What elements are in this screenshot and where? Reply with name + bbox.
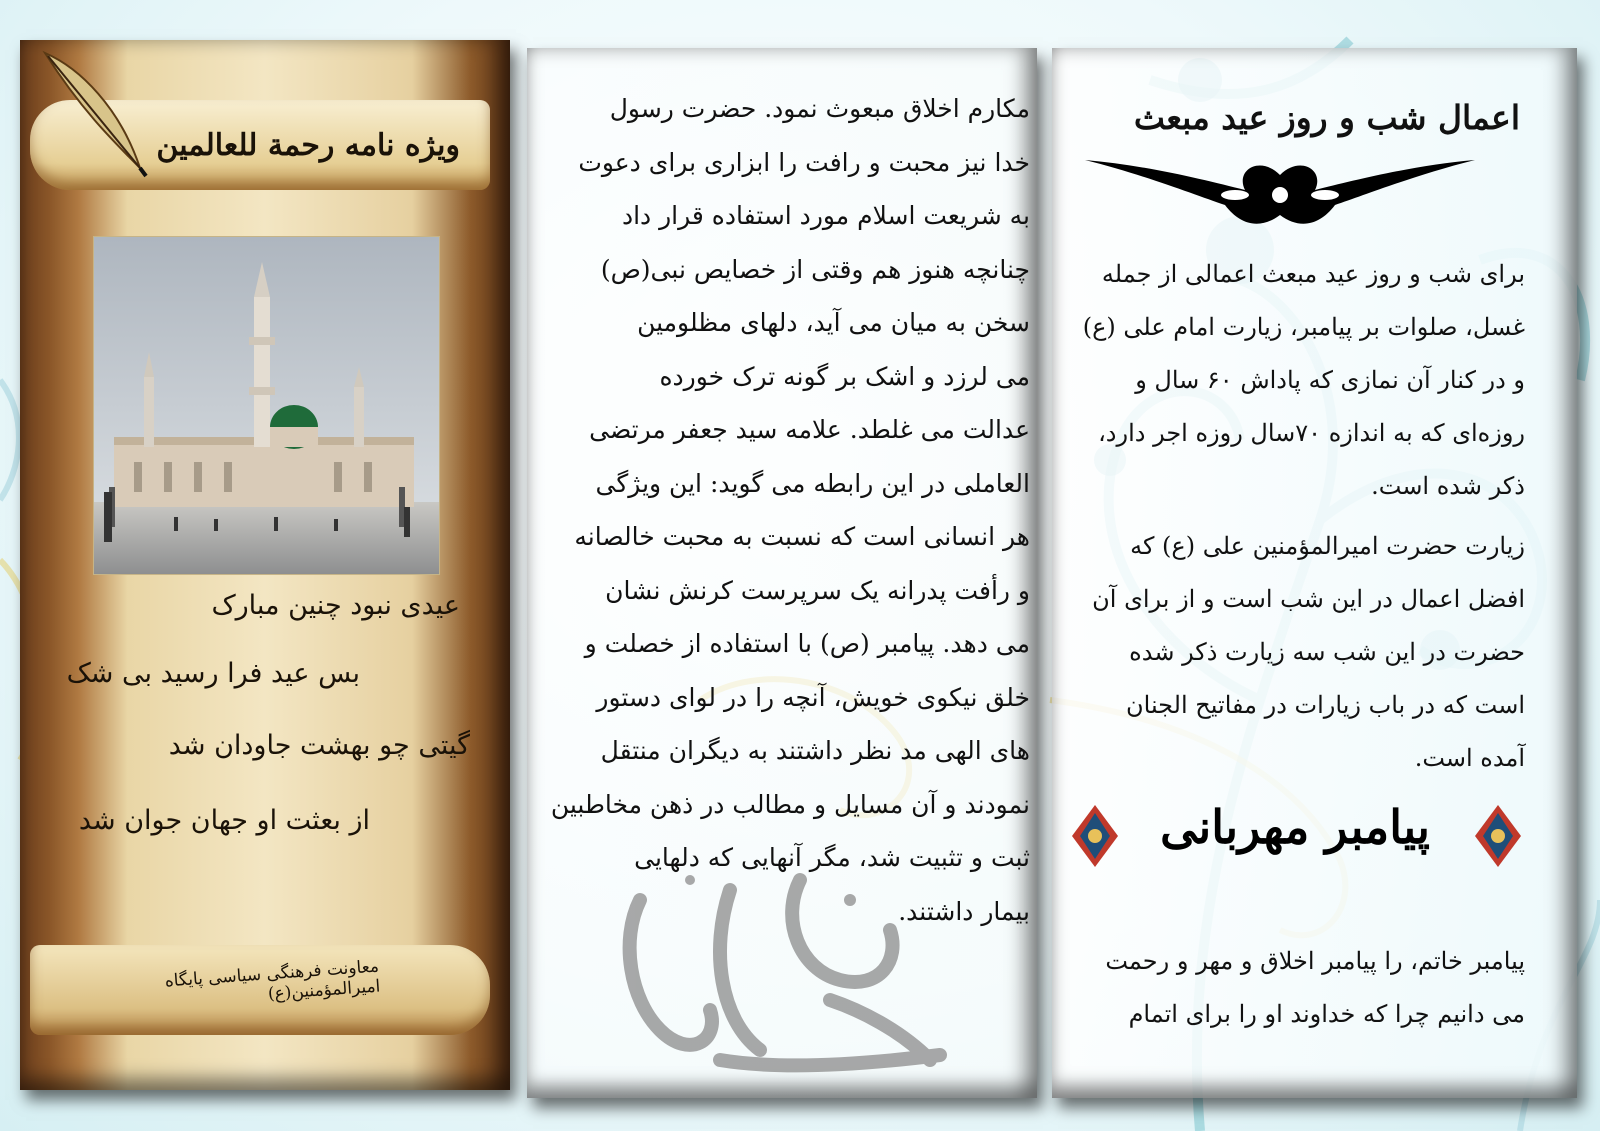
article-line: های الهی مد نظر داشتند به دیگران منتقل [600, 736, 1030, 765]
article-line: سخن به میان می آید، دلهای مظلومین [637, 308, 1030, 337]
publisher-credit: معاونت فرهنگی سیاسی پایگاه امیرالمؤمنین(ع) [164, 956, 381, 1005]
article-line: مکارم اخلاق مبعوث نمود. حضرت رسول [609, 94, 1030, 123]
paragraph-line: افضل اعمال در این شب است و از برای آن [1092, 585, 1525, 613]
paragraph-line: روزه‌ای که به اندازه ۷۰سال روزه اجر دارد، [1098, 419, 1525, 447]
ornament-medallion-icon [1475, 805, 1521, 867]
article-line: خدا نیز محبت و رافت را ابزاری برای دعوت [578, 147, 1030, 177]
paragraph-line: ذکر شده است. [1371, 472, 1525, 500]
middle-article-text [510, 82, 1030, 938]
article-line: چنانچه هنوز هم وقتی از خصایص نبی(ص) [600, 254, 1030, 284]
paragraph-line: است که در باب زیارات در مفاتیح الجنان [1126, 691, 1525, 719]
paragraph-line: می دانیم چرا که خداوند او را برای اتمام [1128, 1000, 1525, 1028]
paragraph-mabath-deeds [1050, 248, 1525, 513]
section-heading-kind-prophet: پیامبر مهربانی [1160, 800, 1430, 854]
poem-line-1: عیدی نبود چنین مبارک [211, 590, 460, 621]
poem-line-4: از بعثت او جهان جوان شد [78, 805, 370, 836]
ornament-medallion-icon [1072, 805, 1118, 867]
newsletter-title: ویژه نامه رحمة للعالمین [156, 128, 460, 163]
article-line: بیمار داشتند. [898, 896, 1030, 926]
paragraph-line: غسل، صلوات بر پیامبر، زیارت امام علی (ع) [1082, 313, 1525, 341]
article-line: نمودند و آن مسایل و مطالب در ذهن مخاطبین [550, 789, 1030, 819]
article-line: می لرزد و اشک بر گونه ترک خورده [659, 361, 1030, 391]
ornament-divider [1085, 150, 1475, 230]
poem-line-3: گیتی چو بهشت جاودان شد [168, 730, 470, 761]
paragraph-khatam [1050, 935, 1525, 1041]
mosque-photo [93, 236, 440, 575]
paragraph-line: آمده است. [1414, 744, 1525, 772]
article-line: و رأفت پدرانه یک سرپرست کرنش نشان [605, 575, 1030, 605]
poem-line-2: بس عید فرا رسید بی شک [66, 658, 360, 689]
article-line: هر انسانی است که نسبت به محبت خالصانه [574, 522, 1030, 551]
paragraph-line: زیارت حضرت امیرالمؤمنین علی (ع) که [1130, 532, 1525, 560]
calligraphy-ya-rasool-allah [600, 860, 960, 1080]
article-line: می دهد. پیامبر (ص) با استفاده از خصلت و [584, 629, 1030, 658]
paragraph-line: و در کنار آن نمازی که پاداش ۶۰ سال و [1135, 366, 1525, 394]
paragraph-ziarat [1050, 520, 1525, 785]
article-line: العاملی در این رابطه می گوید: این ویژگی [595, 468, 1030, 498]
article-line: ثبت و تثبیت شد، مگر آنهایی که دلهایی [634, 843, 1030, 872]
paragraph-line: حضرت در این شب سه زیارت ذکر شده [1129, 638, 1525, 666]
article-line: عدالت می غلطد. علامه سید جعفر مرتضی [589, 415, 1030, 444]
article-line: به شریعت اسلام مورد استفاده قرار داد [621, 201, 1030, 230]
paragraph-line: برای شب و روز عید مبعث اعمالی از جمله [1101, 260, 1525, 288]
section-title-mabath: اعمال شب و روز عید مبعث [1133, 98, 1520, 137]
paragraph-line: پیامبر خاتم، را پیامبر اخلاق و مهر و رحمت [1105, 947, 1525, 975]
article-line: خلق نیکوی خویش، آنچه را در لوای دستور [596, 682, 1030, 712]
